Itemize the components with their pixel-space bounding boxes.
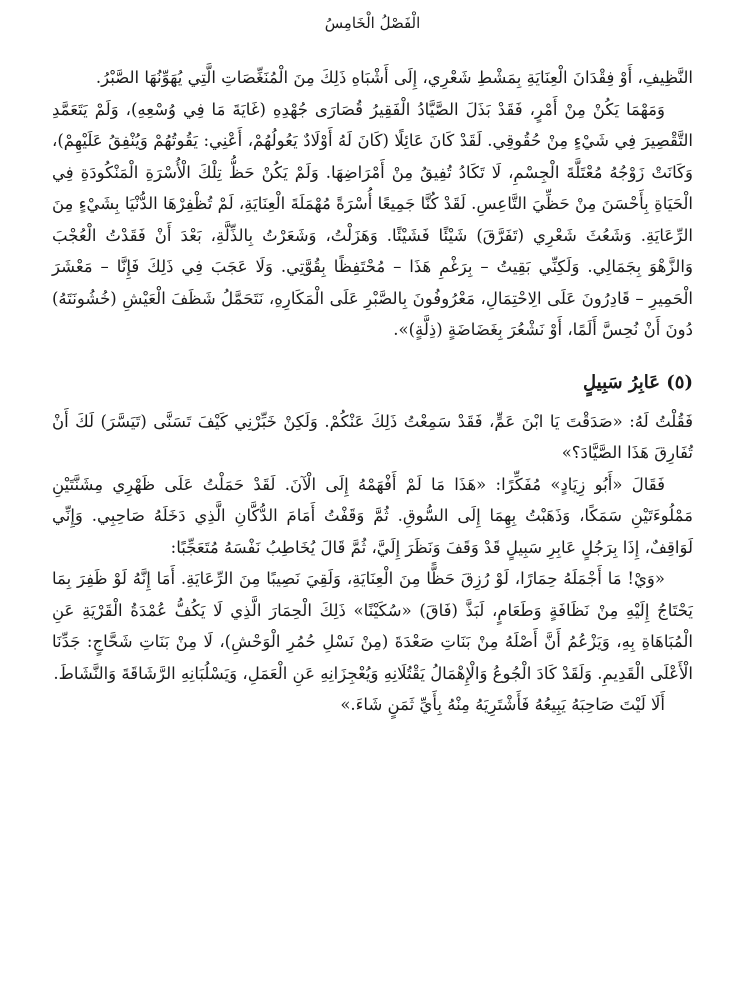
paragraph-fisherman-effort: وَمَهْمَا يَكُنْ مِنْ أَمْرٍ، فَقَدْ بَذَلَ الصَّيَّادُ الْفَقِيرُ قُصَارَى جُهْدِهِ (غَايَةَ مَا فِي وُسْعِهِ)، وَلَمْ يَتَعَمَّدِ التَّقْصِيرَ فِي شَيْءٍ مِنْ حُقُوقِي. لَقَدْ كَانَ عَائِلًا (كَانَ لَهُ أَوْلَادٌ يَعُولُهُمْ، أَعْنِي: يَقُوتُهُمْ وَيُنْفِقُ عَلَيْهِمْ)، وَكَانَتْ زَوْجُهُ مُعْتَلَّةَ الْجِسْمِ، لَا تَكَادُ تُفِيقُ مِنْ أَمْرَاضِهَا. وَلَمْ يَكُنْ حَظُّ تِلْكَ الْأُسْرَةِ الْمَنْكُودَةِ فِي الْحَيَاةِ بِأَحْسَنَ مِنْ حَظِّيَ التَّاعِسِ. لَقَدْ كُنَّا جَمِيعًا أُسْرَةً مُهْمَلَةَ الْعِنَايَةِ، لَمْ تُظْفِرْهَا الدُّنْيَا بِشَيْءٍ مِنَ الرِّعَايَةِ. وَشَعُثَ شَعْرِي (تَفَرَّقَ) شَيْئًا فَشَيْئًا. وَهَزَلْتُ، وَشَعَرْتُ بِالذِّلَّةِ، بَعْدَ أَنْ فَقَدْتُ الْعُجْبَ وَالزَّهْوَ بِجَمَالِي. وَلَكِنِّي بَقِيتُ – بِرَغْمِ هَذَا – مُحْتَفِظًا بِقُوَّتِي. وَلَا عَجَبَ فِي ذَلِكَ فَإِنَّا – مَعْشَرَ الْحَمِيرِ – قَادِرُونَ عَلَى الِاحْتِمَالِ، مَعْرُوفُونَ بِالصَّبْرِ عَلَى الْمَكَارِهِ، نَتَحَمَّلُ شَظَفَ الْعَيْشِ (خُشُونَتَهُ) دُونَ أَنْ نُحِسَّ أَلَمًا، أَوْ نَشْعُرَ بِغَضَاضَةٍ (ذِلَّةٍ)». (52, 99, 693, 339)
paragraph-abu-ziyad-reply: فَقَالَ «أَبُو زِيَادٍ» مُفَكِّرًا: «هَذَا مَا لَمْ أَفْهَمْهُ إِلَى الْآنَ. لَقَدْ حَمَلْتُ عَلَى ظَهْرِي مِشَنَّتَيْنِ مَمْلُوءَتَيْنِ سَمَكًا، وَذَهَبْتُ بِهِمَا إِلَى السُّوقِ. ثُمَّ وَقَفْتُ أَمَامَ الدُّكَّانِ الَّذِي دَخَلَهُ صَاحِبِي. وَإِنِّي لَوَاقِفٌ، إِذَا بِرَجُلٍ عَابِرِ سَبِيلٍ قَدْ وَقَفَ وَنَظَرَ إِلَيَّ، ثُمَّ قَالَ يُخَاطِبُ نَفْسَهُ مُتَعَجِّبًا: (52, 474, 693, 557)
section-heading: (٥) عَابِرُ سَبِيلٍ (583, 371, 693, 393)
paragraph-passerby-speech: «وَيْ! مَا أَجْمَلَهُ حِمَارًا، لَوْ رُزِقَ حَظًّا مِنَ الْعِنَايَةِ، وَلَقِيَ نَصِيبًا مِنَ الرِّعَايَةِ. أَمَا إِنَّهُ لَوْ ظَفِرَ بِمَا يَحْتَاجُ إِلَيْهِ مِنْ نَظَافَةٍ وَطَعَامٍ، لَبَذَّ (فَاقَ) «سُكَيْنًا» ذَلِكَ الْحِمَارَ الَّذِي لَا يَكُفُّ عُمْدَةُ الْقَرْيَةِ عَنِ الْمُبَاهَاةِ بِهِ، وَيَزْعُمُ أَنَّ أَصْلَهُ مِنْ بَنَاتِ صَعْدَةَ (مِنْ نَسْلِ حُمُرِ الْوَحْشِ)، لَا مِنْ بَنَاتِ شَحَّاجٍ: جَدِّنَا الْأَعْلَى الْقَدِيمِ. وَلَقَدْ كَادَ الْجُوعُ وَالْإِهْمَالُ يَقْتُلَانِهِ وَيُعْجِزَانِهِ عَنِ الْعَمَلِ، وَيَسْلُبَانِهِ الرَّشَاقَةَ وَالنَّشَاطَ. (52, 569, 693, 683)
paragraph-closing-wish: أَلَا لَيْتَ صَاحِبَهُ يَبِيعُهُ فَأَشْتَرِيَهُ مِنْهُ بِأَيِّ ثَمَنٍ شَاءَ.» (340, 695, 665, 714)
paragraph-continuation: النَّظِيفِ، أَوْ فِقْدَانَ الْعِنَايَةِ بِمَشْطِ شَعْرِي، إِلَى أَشْبَاهِ ذَلِكَ مِنَ الْمُنَغِّصَاتِ الَّتِي يُهَوِّنُهَا الصَّبْرُ. (95, 68, 693, 87)
running-chapter-title: الْفَصْلُ الْخَامِسُ (324, 14, 421, 32)
paragraph-narrator-question: فَقُلْتُ لَهُ: «صَدَقْتَ يَا ابْنَ عَمٍّ، فَقَدْ سَمِعْتُ ذَلِكَ عَنْكُمْ. وَلَكِنْ خَبِّرْنِي كَيْفَ تَسَنَّى (تَيَسَّرَ) لَكَ أَنْ تُفَارِقَ هَذَا الصَّيَّادَ؟» (52, 411, 693, 462)
